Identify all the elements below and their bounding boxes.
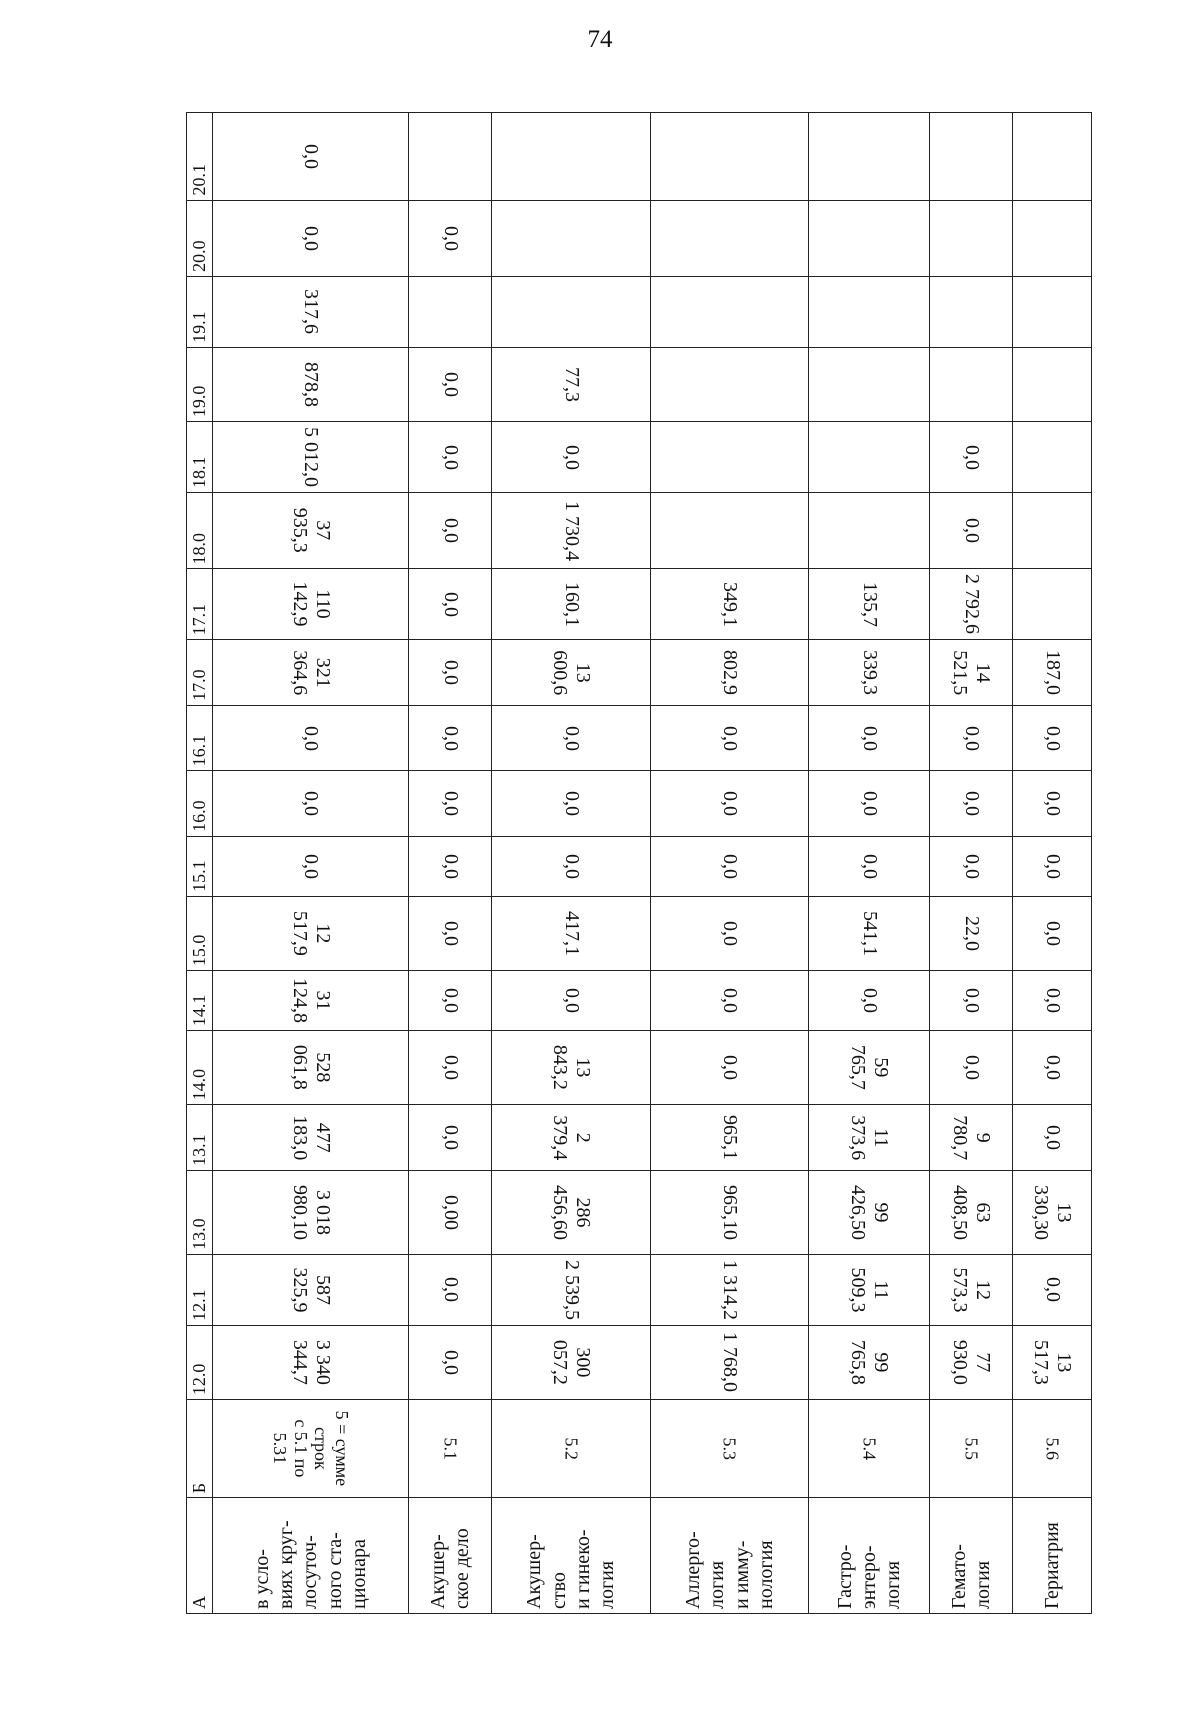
- cell-value: 802,9: [719, 650, 741, 696]
- cell-value: 13 517,3: [1030, 1339, 1076, 1385]
- table-row: [409, 113, 492, 1614]
- row-name: Аллерго- логия и имму- нология: [650, 1498, 808, 1614]
- cell-value: 2 539,5: [560, 1259, 583, 1320]
- cell-value: 12 573,3: [949, 1267, 995, 1313]
- cell-value: 99 426,50: [847, 1184, 893, 1240]
- cell-value: 160,1: [560, 581, 583, 627]
- cell-value: 110 142,9: [288, 581, 334, 627]
- table-cell: [809, 705, 930, 770]
- cell-value: 541,1: [858, 911, 881, 956]
- table-cell: [213, 971, 409, 1031]
- table-cell: [492, 1031, 650, 1105]
- page-number: 74: [587, 26, 613, 53]
- table-cell: [930, 200, 1013, 276]
- cell-value: 11 373,6: [847, 1115, 893, 1161]
- table-cell: [809, 347, 930, 421]
- table-cell: [409, 569, 492, 640]
- column-header: 16.1: [187, 705, 213, 770]
- cell-value: 0,0: [1041, 1055, 1064, 1081]
- cell-value: 321 364,6: [288, 650, 334, 696]
- table-cell: [492, 276, 650, 347]
- row-code: [409, 1400, 492, 1498]
- column-header: 18.0: [187, 493, 213, 569]
- column-header: 17.1: [187, 569, 213, 640]
- cell-value: 13 843,2: [549, 1045, 595, 1091]
- table-cell: [409, 971, 492, 1031]
- cell-value: 0,0: [439, 371, 462, 397]
- row-name: в усло- виях круг- лосуточ- ного ста- ционара: [213, 1498, 409, 1614]
- table-cell: [409, 836, 492, 896]
- table-cell: [809, 1105, 930, 1170]
- table-cell: [1013, 493, 1092, 569]
- table-row: [492, 113, 650, 1614]
- cell-value: 37 935,3: [288, 508, 334, 554]
- table-cell: [492, 896, 650, 970]
- table-cell: [492, 1325, 650, 1399]
- table-cell: [650, 200, 808, 276]
- cell-value: 135,7: [858, 581, 881, 627]
- table-row: [650, 113, 808, 1614]
- table-cell: [409, 422, 492, 493]
- table-cell: [1013, 1170, 1092, 1254]
- column-header: 16.0: [187, 771, 213, 836]
- row-code: [930, 1400, 1013, 1498]
- cell-value: 0,0: [439, 853, 462, 879]
- table-cell: [409, 1325, 492, 1399]
- table-cell: [650, 276, 808, 347]
- cell-value: 0,0: [439, 988, 462, 1014]
- cell-value: 22,0: [960, 916, 983, 951]
- column-header: 13.0: [187, 1170, 213, 1254]
- cell-value: 77,3: [560, 366, 583, 402]
- cell-value: 0,0: [439, 921, 462, 946]
- table-cell: [492, 836, 650, 896]
- table-cell: [809, 422, 930, 493]
- cell-value: 12 517,9: [288, 911, 334, 956]
- cell-value: 0,0: [560, 988, 583, 1014]
- cell-value: 0,0: [439, 1277, 462, 1303]
- table-cell: [809, 896, 930, 970]
- cell-value: 0,0: [858, 791, 881, 817]
- cell-value: 1 314,2: [719, 1259, 741, 1320]
- cell-value: 0,0: [1041, 791, 1064, 817]
- cell-value: 339,3: [858, 650, 881, 696]
- cell-value: 0,0: [1041, 921, 1064, 946]
- table-cell: [930, 1105, 1013, 1170]
- table-cell: [213, 200, 409, 276]
- cell-value: 0,0: [719, 791, 741, 817]
- table-cell: [930, 1254, 1013, 1325]
- table-cell: [1013, 771, 1092, 836]
- table-cell: [809, 493, 930, 569]
- table-cell: [650, 113, 808, 201]
- row-code: [492, 1400, 650, 1498]
- table-cell: [650, 493, 808, 569]
- table-cell: [809, 971, 930, 1031]
- cell-value: 0,0: [960, 518, 983, 544]
- cell-value: 1 730,4: [560, 500, 583, 561]
- cell-value: 13 330,30: [1030, 1184, 1076, 1240]
- cell-value: 0,0: [960, 988, 983, 1014]
- table-cell: [492, 640, 650, 705]
- table-cell: [809, 836, 930, 896]
- table-cell: [650, 971, 808, 1031]
- cell-value: 0,0: [560, 725, 583, 751]
- cell-value: 2 792,6: [960, 574, 983, 635]
- cell-value: 0,0: [960, 1055, 983, 1081]
- table-cell: [213, 1170, 409, 1254]
- table-cell: [930, 971, 1013, 1031]
- table-cell: [409, 113, 492, 201]
- cell-value: 9 780,7: [949, 1115, 995, 1161]
- column-header: 14.0: [187, 1031, 213, 1105]
- cell-value: 0,0: [960, 791, 983, 817]
- cell-value: 0,0: [858, 853, 881, 879]
- cell-value: 99 765,8: [847, 1339, 893, 1385]
- table-cell: [409, 896, 492, 970]
- table-cell: [213, 705, 409, 770]
- table-cell: [213, 640, 409, 705]
- cell-value: 0,0: [300, 225, 323, 251]
- table-cell: [492, 1254, 650, 1325]
- table-cell: [492, 971, 650, 1031]
- table-cell: [1013, 640, 1092, 705]
- table-cell: [930, 1170, 1013, 1254]
- column-header: А: [187, 1498, 213, 1614]
- table-cell: [650, 569, 808, 640]
- table-body: [213, 113, 1092, 1614]
- table-cell: [930, 896, 1013, 970]
- table-frame: [186, 112, 1092, 1614]
- cell-value: 0,0: [1041, 725, 1064, 751]
- cell-value: 3 018 980,10: [288, 1184, 334, 1240]
- column-header: 15.1: [187, 836, 213, 896]
- cell-value: 0,0: [300, 725, 323, 751]
- table-cell: [409, 200, 492, 276]
- table-cell: [809, 771, 930, 836]
- row-code: [213, 1400, 409, 1498]
- cell-value: 0,0: [1041, 853, 1064, 879]
- column-header: 15.0: [187, 896, 213, 970]
- row-name: Гемато- логия: [930, 1498, 1013, 1614]
- cell-value: 0,0: [560, 444, 583, 470]
- cell-value: 5 012,0: [300, 427, 323, 488]
- table-cell: [809, 276, 930, 347]
- table-cell: [1013, 705, 1092, 770]
- table-cell: [930, 422, 1013, 493]
- cell-value: 0,0: [439, 591, 462, 617]
- column-header: 13.1: [187, 1105, 213, 1170]
- cell-value: 11 509,3: [847, 1267, 893, 1313]
- table-cell: [650, 896, 808, 970]
- table-cell: [213, 569, 409, 640]
- cell-value: 2 379,4: [549, 1115, 595, 1161]
- table-cell: [1013, 113, 1092, 201]
- table-cell: [650, 1325, 808, 1399]
- column-header: 20.1: [187, 113, 213, 201]
- cell-value: 965,1: [719, 1115, 741, 1161]
- column-header: 19.0: [187, 347, 213, 421]
- table-row: [809, 113, 930, 1614]
- row-code: [809, 1400, 930, 1498]
- table-cell: [809, 113, 930, 201]
- table-cell: [930, 276, 1013, 347]
- table-cell: [809, 1031, 930, 1105]
- table-cell: [809, 1254, 930, 1325]
- table-cell: [213, 1325, 409, 1399]
- table-cell: [213, 422, 409, 493]
- table-cell: [409, 1254, 492, 1325]
- table-cell: [809, 569, 930, 640]
- table-cell: [930, 1031, 1013, 1105]
- table-cell: [492, 422, 650, 493]
- column-header: 14.1: [187, 971, 213, 1031]
- column-header: 20.0: [187, 200, 213, 276]
- table-cell: [213, 1254, 409, 1325]
- table-cell: [213, 276, 409, 347]
- row-code-text: 5.2: [561, 1437, 582, 1460]
- column-header: 12.0: [187, 1325, 213, 1399]
- table-cell: [930, 569, 1013, 640]
- cell-value: 0,0: [858, 988, 881, 1014]
- table-cell: [409, 493, 492, 569]
- table-row: [930, 113, 1013, 1614]
- cell-value: 0,0: [1041, 1277, 1064, 1303]
- cell-value: 0,0: [439, 725, 462, 751]
- cell-value: 77 930,0: [949, 1339, 995, 1385]
- row-name: Гериатрия: [1013, 1498, 1092, 1614]
- cell-value: 0,0: [719, 725, 741, 751]
- table-row: [213, 113, 409, 1614]
- table-cell: [650, 1254, 808, 1325]
- table-cell: [213, 1105, 409, 1170]
- cell-value: 0,0: [300, 143, 323, 169]
- table-cell: [409, 1170, 492, 1254]
- header-row: [187, 113, 213, 1614]
- cell-value: 1 768,0: [719, 1332, 741, 1393]
- table-cell: [213, 113, 409, 201]
- statistics-table: [186, 112, 1092, 1614]
- table-cell: [1013, 200, 1092, 276]
- cell-value: 0,0: [439, 1125, 462, 1151]
- row-name: Акушер- ство и гинеко- логия: [492, 1498, 650, 1614]
- cell-value: 0,0: [439, 1055, 462, 1081]
- table-cell: [492, 1170, 650, 1254]
- row-code-text: 5.3: [719, 1437, 740, 1460]
- table-cell: [650, 836, 808, 896]
- table-cell: [1013, 569, 1092, 640]
- table-cell: [409, 1031, 492, 1105]
- cell-value: 317,6: [300, 289, 323, 335]
- table-cell: [650, 1170, 808, 1254]
- table-cell: [809, 200, 930, 276]
- cell-value: 0,0: [960, 725, 983, 751]
- cell-value: 3 340 344,7: [288, 1339, 334, 1385]
- table-cell: [492, 200, 650, 276]
- cell-value: 0,00: [439, 1194, 462, 1230]
- table-cell: [213, 896, 409, 970]
- table-cell: [930, 493, 1013, 569]
- table-cell: [213, 1031, 409, 1105]
- cell-value: 0,0: [300, 791, 323, 817]
- cell-value: 0,0: [439, 225, 462, 251]
- table-cell: [1013, 896, 1092, 970]
- table-cell: [809, 640, 930, 705]
- cell-value: 878,8: [300, 361, 323, 407]
- table-cell: [930, 705, 1013, 770]
- cell-value: 13 600,6: [549, 650, 595, 696]
- table-cell: [213, 771, 409, 836]
- cell-value: 63 408,50: [949, 1184, 995, 1240]
- column-header: 17.0: [187, 640, 213, 705]
- cell-value: 0,0: [439, 791, 462, 817]
- cell-value: 0,0: [1041, 1125, 1064, 1151]
- cell-value: 0,0: [960, 444, 983, 470]
- table-cell: [930, 771, 1013, 836]
- table-cell: [1013, 1325, 1092, 1399]
- cell-value: 0,0: [439, 1349, 462, 1375]
- cell-value: 0,0: [719, 988, 741, 1014]
- table-cell: [1013, 1254, 1092, 1325]
- table-cell: [409, 1105, 492, 1170]
- table-cell: [1013, 422, 1092, 493]
- row-code: [1013, 1400, 1092, 1498]
- table-cell: [492, 113, 650, 201]
- table-cell: [930, 640, 1013, 705]
- cell-value: 187,0: [1041, 650, 1064, 696]
- table-cell: [492, 771, 650, 836]
- table-cell: [1013, 971, 1092, 1031]
- column-header: 12.1: [187, 1254, 213, 1325]
- table-cell: [213, 836, 409, 896]
- table-cell: [930, 1325, 1013, 1399]
- table-cell: [650, 705, 808, 770]
- cell-value: 0,0: [439, 518, 462, 544]
- table-cell: [1013, 276, 1092, 347]
- row-code-text: 5 = сумме строк с 5.1 по 5.31: [269, 1410, 352, 1487]
- column-header: 19.1: [187, 276, 213, 347]
- cell-value: 0,0: [560, 791, 583, 817]
- table-cell: [930, 113, 1013, 201]
- table-cell: [1013, 1031, 1092, 1105]
- cell-value: 587 325,9: [288, 1267, 334, 1313]
- table-cell: [492, 493, 650, 569]
- row-name: Акушер- ское дело: [409, 1498, 492, 1614]
- row-code-text: 5.5: [961, 1437, 982, 1460]
- cell-value: 0,0: [858, 725, 881, 751]
- table-cell: [492, 569, 650, 640]
- table-cell: [409, 771, 492, 836]
- cell-value: 0,0: [439, 660, 462, 686]
- table-cell: [930, 836, 1013, 896]
- table-cell: [650, 771, 808, 836]
- cell-value: 0,0: [960, 853, 983, 879]
- table-cell: [650, 347, 808, 421]
- cell-value: 0,0: [439, 444, 462, 470]
- column-header: 18.1: [187, 422, 213, 493]
- cell-value: 0,0: [719, 1055, 741, 1081]
- cell-value: 0,0: [560, 853, 583, 879]
- table-cell: [650, 1105, 808, 1170]
- table-cell: [1013, 836, 1092, 896]
- cell-value: 0,0: [719, 853, 741, 879]
- cell-value: 14 521,5: [949, 650, 995, 696]
- table-cell: [1013, 347, 1092, 421]
- table-cell: [409, 347, 492, 421]
- table-cell: [1013, 1105, 1092, 1170]
- cell-value: 286 456,60: [549, 1184, 595, 1240]
- row-code-text: 5.1: [440, 1437, 461, 1460]
- row-code-text: 5.4: [859, 1437, 880, 1460]
- table-cell: [650, 422, 808, 493]
- table-cell: [492, 1105, 650, 1170]
- row-code-text: 5.6: [1042, 1437, 1063, 1460]
- table-cell: [409, 705, 492, 770]
- table-row: [1013, 113, 1092, 1614]
- table-cell: [409, 640, 492, 705]
- column-header: Б: [187, 1400, 213, 1498]
- table-cell: [492, 347, 650, 421]
- table-cell: [650, 1031, 808, 1105]
- cell-value: 300 057,2: [549, 1339, 595, 1385]
- table-cell: [213, 347, 409, 421]
- cell-value: 0,0: [300, 853, 323, 879]
- cell-value: 965,10: [719, 1184, 741, 1240]
- table-cell: [409, 276, 492, 347]
- cell-value: 349,1: [719, 581, 741, 627]
- cell-value: 477 183,0: [288, 1115, 334, 1161]
- cell-value: 528 061,8: [288, 1045, 334, 1091]
- table-cell: [930, 347, 1013, 421]
- table-cell: [213, 493, 409, 569]
- table-cell: [650, 640, 808, 705]
- table-cell: [492, 705, 650, 770]
- cell-value: 59 765,7: [847, 1045, 893, 1091]
- row-code: [650, 1400, 808, 1498]
- cell-value: 31 124,8: [288, 978, 334, 1024]
- table-cell: [809, 1170, 930, 1254]
- cell-value: 0,0: [719, 921, 741, 946]
- row-name: Гастро- энтеро- логия: [809, 1498, 930, 1614]
- cell-value: 0,0: [1041, 988, 1064, 1014]
- cell-value: 417,1: [560, 911, 583, 956]
- table-cell: [809, 1325, 930, 1399]
